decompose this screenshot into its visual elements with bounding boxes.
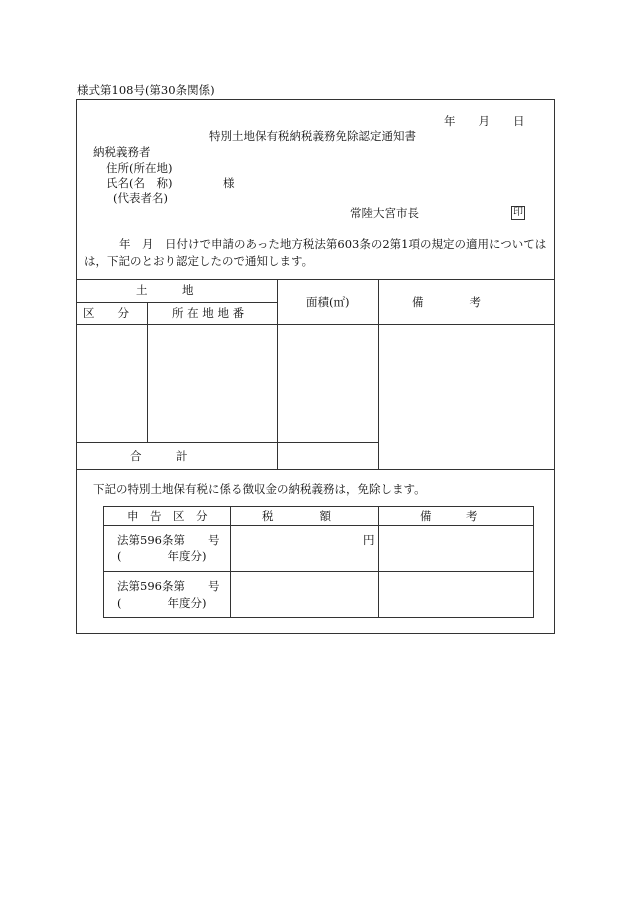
row1-fiscal-year: ( 年度分) [117, 549, 207, 563]
body-text-line1: 年 月 日付けで申請のあった地方税法第603条の2第1項の規定の適用については [119, 237, 547, 251]
kubun-header: 区 分 [83, 306, 129, 320]
name-label: 氏名(名 称) [106, 176, 173, 190]
row1-article: 法第596条第 号 [117, 533, 220, 547]
area-header: 面積(㎡) [306, 295, 350, 309]
issuer-name: 常陸大宮市長 [350, 206, 419, 220]
exemption-row-divider [103, 571, 534, 572]
tax-amount-header: 税 額 [262, 509, 331, 523]
form-number: 様式第108号(第30条関係) [77, 83, 215, 97]
land-table-bottom-border [76, 469, 555, 470]
document-title: 特別土地保有税納税義務免除認定通知書 [209, 129, 416, 143]
land-table-top-border [76, 279, 555, 280]
row1-yen-unit: 円 [363, 533, 375, 547]
exemption-intro: 下記の特別土地保有税に係る徴収金の納税義務は，免除します。 [93, 482, 426, 496]
official-seal: 印 [513, 207, 523, 218]
total-row-top-border [76, 442, 378, 443]
honorific: 様 [223, 176, 235, 190]
kubun-column-divider [147, 302, 148, 442]
total-label: 合 計 [130, 449, 188, 463]
address-label: 住所(所在地) [106, 161, 173, 175]
exemption-col-divider-1 [230, 506, 231, 618]
land-header: 土 地 [136, 283, 194, 297]
exemption-header-border [103, 525, 534, 526]
taxpayer-heading: 納税義務者 [93, 145, 151, 159]
exemption-col-divider-2 [378, 506, 379, 618]
exemption-remarks-header: 備 考 [420, 509, 478, 523]
body-text-line2: は，下記のとおり認定したので通知します。 [84, 254, 314, 268]
date-line: 年 月 日 [444, 114, 525, 128]
area-column-left-divider [277, 279, 278, 469]
declaration-header: 申 告 区 分 [127, 509, 208, 523]
remarks-header: 備 考 [412, 295, 481, 309]
representative-label: (代表者名) [113, 191, 168, 205]
land-header-divider [76, 302, 277, 303]
location-header: 所 在 地 地 番 [172, 306, 245, 320]
row2-article: 法第596条第 号 [117, 579, 220, 593]
remarks-column-left-divider [378, 279, 379, 469]
row2-fiscal-year: ( 年度分) [117, 596, 207, 610]
